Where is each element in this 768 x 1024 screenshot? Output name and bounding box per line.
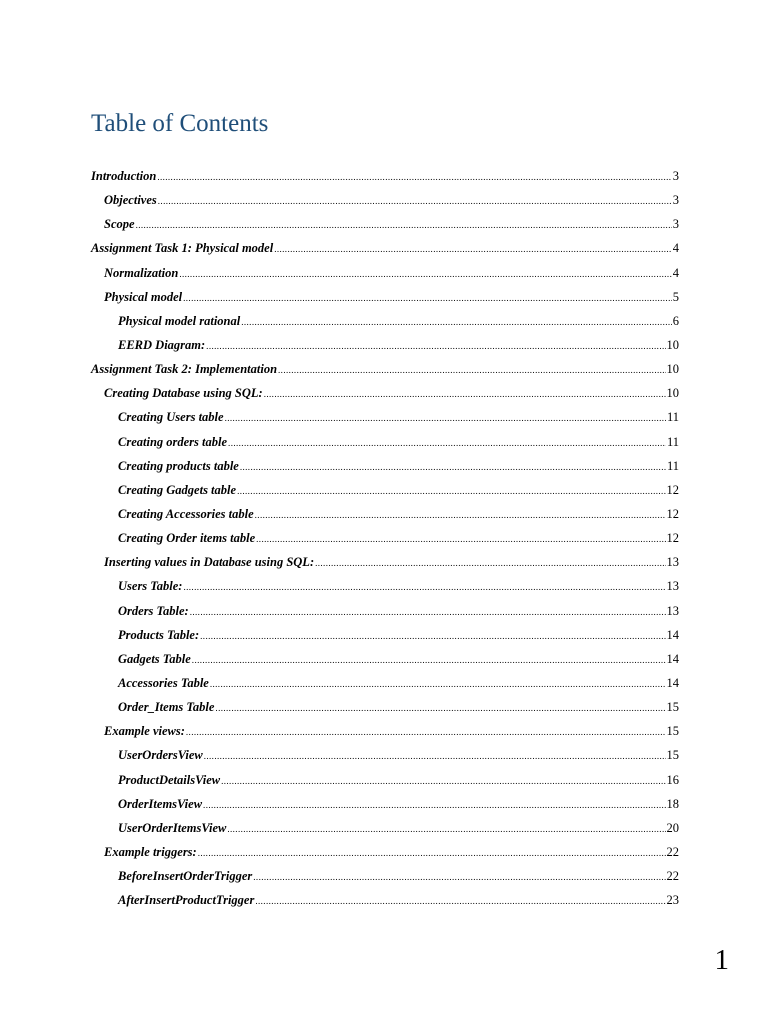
toc-entry-page-number: 4 [672, 265, 679, 280]
toc-entry-label[interactable]: Example views: [104, 724, 185, 739]
toc-dot-leader [255, 889, 665, 913]
toc-entry[interactable] [0, 792, 679, 816]
toc-entry-label[interactable]: Creating Users table [118, 410, 224, 425]
toc-entry-page-number: 20 [666, 820, 679, 835]
toc-dot-leader [264, 382, 666, 406]
toc-entry[interactable] [0, 381, 679, 405]
toc-entry-page-number: 16 [666, 772, 679, 787]
toc-entry-label[interactable]: UserOrderItemsView [118, 820, 227, 835]
toc-entry[interactable] [0, 840, 679, 864]
toc-entry-page-number: 10 [666, 337, 679, 352]
toc-dot-leader [225, 406, 666, 430]
toc-dot-leader [274, 237, 672, 261]
toc-entry-page-number: 23 [666, 893, 679, 908]
toc-entry-page-number: 6 [672, 313, 679, 328]
toc-dot-leader [136, 213, 672, 237]
page-number: 1 [714, 944, 729, 976]
toc-entry[interactable] [0, 285, 679, 309]
toc-entry-page-number: 12 [666, 531, 679, 546]
toc-entry-label[interactable]: Assignment Task 2: Implementation [91, 362, 278, 377]
toc-dot-leader [278, 358, 665, 382]
page-title: Table of Contents [91, 110, 269, 137]
toc-entry-label[interactable]: Order_Items Table [118, 700, 215, 715]
toc-entry-page-number: 10 [666, 386, 679, 401]
toc-entry[interactable] [0, 768, 679, 792]
toc-entry-label[interactable]: Orders Table: [118, 603, 189, 618]
toc-entry-page-number: 3 [672, 217, 679, 232]
toc-entry-label[interactable]: Creating Accessories table [118, 506, 254, 521]
toc-dot-leader [183, 286, 672, 310]
toc-dot-leader [241, 310, 672, 334]
toc-entry[interactable] [0, 405, 679, 429]
toc-entry[interactable] [0, 502, 679, 526]
toc-dot-leader [200, 624, 665, 648]
toc-entry-label[interactable]: ProductDetailsView [118, 772, 221, 787]
toc-dot-leader [158, 189, 672, 213]
toc-entry[interactable] [0, 816, 679, 840]
toc-dot-leader [203, 793, 665, 817]
table-of-contents [0, 164, 768, 912]
toc-entry-label[interactable]: OrderItemsView [118, 796, 203, 811]
toc-entry[interactable] [0, 357, 679, 381]
toc-entry-label[interactable]: Creating Order items table [118, 531, 256, 546]
toc-entry[interactable] [0, 164, 679, 188]
toc-entry-label[interactable]: Assignment Task 1: Physical model [91, 241, 274, 256]
toc-dot-leader [228, 431, 666, 455]
toc-entry-label[interactable]: Normalization [104, 265, 179, 280]
toc-dot-leader [227, 817, 665, 841]
toc-dot-leader [204, 744, 666, 768]
toc-entry-page-number: 13 [666, 555, 679, 570]
toc-entry-page-number: 22 [666, 869, 679, 884]
toc-entry-label[interactable]: AfterInsertProductTrigger [118, 893, 255, 908]
toc-entry-label[interactable]: Creating Database using SQL: [104, 386, 263, 401]
toc-dot-leader [237, 479, 665, 503]
toc-entry-label[interactable]: Gadgets Table [118, 651, 191, 666]
toc-dot-leader [183, 575, 665, 599]
toc-entry-label[interactable]: Physical model rational [118, 313, 241, 328]
toc-entry-label[interactable]: Introduction [91, 169, 157, 183]
toc-dot-leader [190, 600, 666, 624]
toc-entry-page-number: 12 [666, 506, 679, 521]
toc-entry[interactable] [0, 188, 679, 212]
toc-entry[interactable] [0, 236, 679, 260]
toc-entry-label[interactable]: BeforeInsertOrderTrigger [118, 869, 253, 884]
toc-dot-leader [179, 262, 671, 286]
toc-entry[interactable] [0, 695, 679, 719]
toc-dot-leader [255, 503, 666, 527]
toc-entry-label[interactable]: Users Table: [118, 579, 183, 594]
toc-entry-page-number: 12 [666, 482, 679, 497]
toc-entry[interactable] [0, 623, 679, 647]
toc-entry[interactable] [0, 647, 679, 671]
toc-entry[interactable] [0, 743, 679, 767]
toc-entry-page-number: 13 [666, 579, 679, 594]
toc-entry-label[interactable]: Creating products table [118, 458, 239, 473]
toc-entry-page-number: 15 [666, 724, 679, 739]
toc-entry-page-number: 11 [666, 410, 679, 425]
toc-entry[interactable] [0, 864, 679, 888]
toc-dot-leader [240, 455, 666, 479]
toc-dot-leader [215, 696, 665, 720]
toc-entry-page-number: 4 [672, 241, 679, 256]
toc-entry[interactable] [0, 309, 679, 333]
toc-entry-label[interactable]: Objectives [104, 193, 157, 208]
toc-entry[interactable] [0, 430, 679, 454]
toc-dot-leader [256, 527, 665, 551]
toc-entry-page-number: 13 [666, 603, 679, 618]
toc-entry-page-number: 18 [666, 796, 679, 811]
toc-entry[interactable] [0, 599, 679, 623]
toc-dot-leader [186, 720, 666, 744]
toc-entry[interactable] [0, 671, 679, 695]
toc-entry-page-number: 14 [666, 651, 679, 666]
toc-entry[interactable] [0, 888, 679, 912]
toc-entry[interactable] [0, 526, 679, 550]
toc-entry-label[interactable]: Inserting values in Database using SQL: [104, 555, 315, 570]
toc-entry-label[interactable]: Example triggers: [104, 844, 197, 859]
toc-dot-leader [192, 648, 666, 672]
toc-dot-leader [253, 865, 665, 889]
toc-entry[interactable] [0, 478, 679, 502]
toc-entry-label[interactable]: EERD Diagram: [118, 337, 206, 352]
toc-entry[interactable] [0, 719, 679, 743]
toc-entry[interactable] [0, 333, 679, 357]
toc-dot-leader [157, 165, 671, 189]
toc-entry-page-number: 14 [666, 627, 679, 642]
toc-entry-label[interactable]: Physical model [104, 289, 183, 304]
toc-entry-label[interactable]: Products Table: [118, 627, 200, 642]
toc-entry-page-number: 15 [666, 748, 679, 763]
toc-entry-page-number: 15 [666, 700, 679, 715]
toc-entry-page-number: 22 [666, 844, 679, 859]
toc-entry-label[interactable]: Accessories Table [118, 675, 209, 690]
toc-entry-page-number: 11 [666, 434, 679, 449]
toc-entry[interactable] [0, 454, 679, 478]
toc-entry[interactable] [0, 261, 679, 285]
toc-entry[interactable] [0, 550, 679, 574]
toc-dot-leader [210, 672, 666, 696]
toc-dot-leader [315, 551, 665, 575]
toc-entry-page-number: 11 [666, 458, 679, 473]
toc-entry-page-number: 5 [672, 289, 679, 304]
toc-entry-page-number: 10 [666, 362, 679, 377]
toc-entry-label[interactable]: Scope [104, 217, 135, 232]
toc-entry-label[interactable]: Creating orders table [118, 434, 228, 449]
toc-entry[interactable] [0, 574, 679, 598]
toc-dot-leader [206, 334, 665, 358]
toc-entry-label[interactable]: Creating Gadgets table [118, 482, 237, 497]
toc-entry-page-number: 14 [666, 675, 679, 690]
toc-dot-leader [198, 841, 666, 865]
toc-entry-page-number: 3 [672, 193, 679, 208]
toc-entry-page-number: 3 [672, 169, 679, 183]
toc-entry-label[interactable]: UserOrdersView [118, 748, 203, 763]
toc-entry[interactable] [0, 212, 679, 236]
toc-dot-leader [221, 769, 665, 793]
